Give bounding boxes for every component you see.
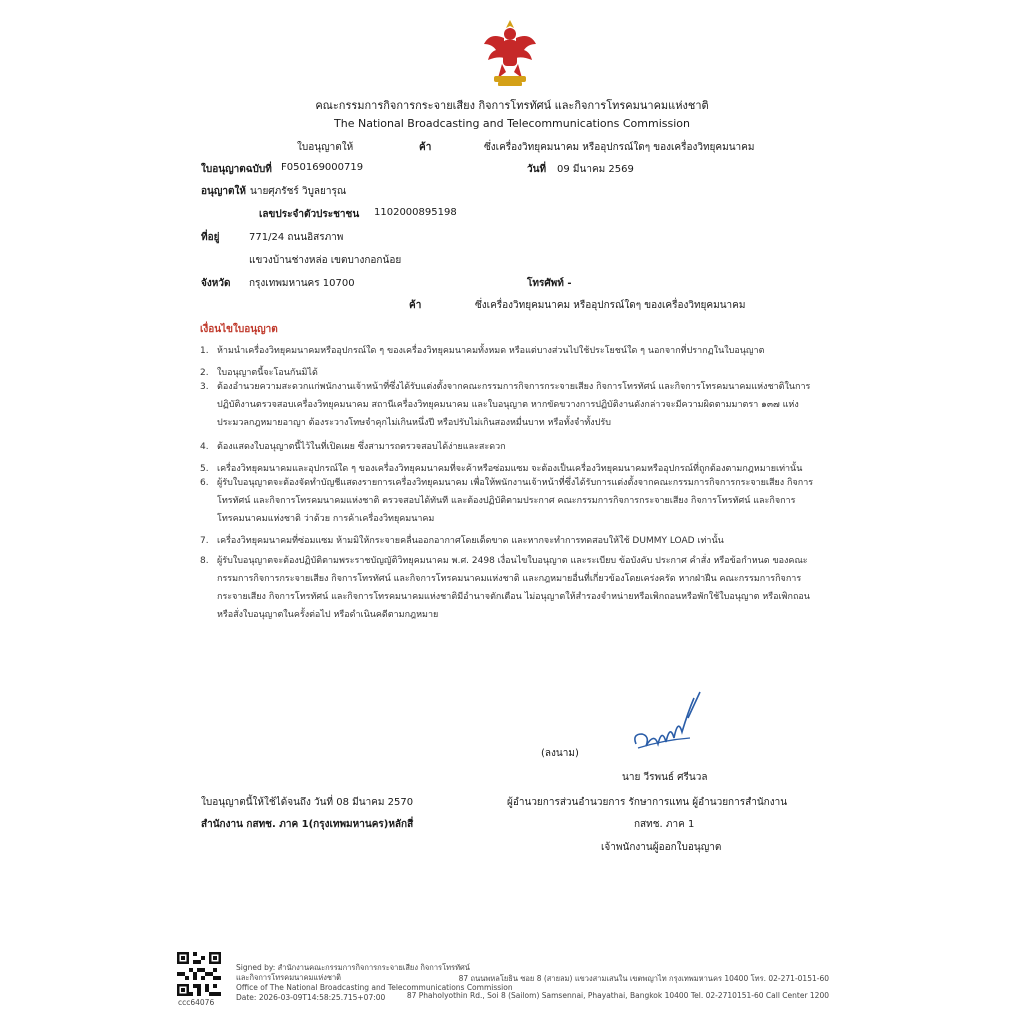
address-label: ที่อยู่ [201, 232, 220, 243]
issue-date-label: วันที่ [527, 164, 547, 175]
trade-desc: ซึ่งเครื่องวิทยุคมนาคม หรืออุปกรณ์ใดๆ ของเครื่องวิทยุคมนาคม [475, 300, 746, 311]
condition-text: ห้ามนำเครื่องวิทยุคมนาคมหรืออุปกรณ์ใด ๆ ของเครื่องวิทยุคมนาคมทั้งหมด หรือแต่บางส่วนไปใช้ประโยชน์ใด ๆ นอกจากที่ปรากฏในใบอนุญาต [217, 346, 765, 356]
footer-address-thai: 87 ถนนพหลโยธิน ซอย 8 (สายลม) แขวงสามเสนใน เขตพญาไท กรุงเทพมหานคร 10400 โทร. 02-271-0151-60 [458, 974, 829, 983]
condition-number: 2. [200, 368, 209, 378]
condition-number: 4. [200, 442, 209, 452]
condition-item [200, 552, 820, 624]
handwritten-signature [628, 688, 704, 758]
license-type: ค้า [419, 142, 432, 153]
address-line2: แขวงบ้านช่างหล่อ เขตบางกอกน้อย [249, 255, 402, 266]
condition-number: 1. [200, 346, 209, 356]
id-value: 1102000895198 [374, 207, 457, 218]
condition-number: 7. [200, 536, 209, 546]
condition-number: 5. [200, 464, 209, 474]
condition-item [200, 474, 820, 528]
trade-type: ค้า [409, 300, 422, 311]
expiry-text: ใบอนุญาตนี้ให้ใช้ได้จนถึง วันที่ 08 มีนาคม 2570 [201, 797, 414, 808]
signer-position-3: เจ้าพนักงานผู้ออกใบอนุญาต [601, 842, 722, 853]
condition-text: เครื่องวิทยุคมนาคมที่ซ่อมแซม ห้ามมิให้กระจายคลื่นออกอากาศโดยเด็ดขาด และหากจะทำการทดสอบให้ใช้ DUMMY LOAD เท่านั้น [217, 536, 724, 546]
issue-date-value: 09 มีนาคม 2569 [557, 164, 634, 175]
condition-text: ต้องอำนวยความสะดวกแก่พนักงานเจ้าหน้าที่ซึ่งได้รับแต่งตั้งจากคณะกรรมการกิจการกระจายเสียง กิจการโทรทัศน์ และกิจการโทรคมนาคมแห่งชาติในการปฏิบัติงานตรวจสอบเครื่องวิทยุคมนาคม สถานีเครื่องวิทยุคมนาคม และใบอนุญาต หากขัดขวางการปฏิบัติงานดังกล่าวจะมีความผิดตามมาตรา ๑๓๗ แห่งประมวลกฎหมายอาญา ต้องระวางโทษจำคุกไม่เกินหนึ่งปี หรือปรับไม่เกินสองหมื่นบาท หรือทั้งจำทั้งปรับ [217, 382, 811, 428]
signed-line-3: Office of The National Broadcasting and Telecommunications Commission [236, 983, 513, 992]
condition-item [200, 378, 820, 432]
signed-line-1: Signed by: สำนักงานคณะกรรมการกิจการกระจายเสียง กิจการโทรทัศน์ [236, 963, 470, 972]
org-name-english: The National Broadcasting and Telecommunications Commission [334, 117, 690, 130]
issuing-office: สำนักงาน กสทช. ภาค 1(กรุงเทพมหานคร)หลักสี่ [201, 819, 414, 830]
condition-text: เครื่องวิทยุคมนาคมและอุปกรณ์ใด ๆ ของเครื่องวิทยุคมนาคมที่จะค้าหรือซ่อมแซม จะต้องเป็นเครื่องวิทยุคมนาคมหรืออุปกรณ์ที่ถูกต้องตามกฎหมายเท่านั้น [217, 464, 803, 474]
condition-number: 8. [200, 556, 209, 566]
condition-text: ใบอนุญาตนี้จะโอนกันมิได้ [217, 368, 318, 378]
sign-label: (ลงนาม) [541, 748, 579, 759]
signed-line-4: Date: 2026-03-09T14:58:25.715+07:00 [236, 993, 386, 1002]
license-number-label: ใบอนุญาตฉบับที่ [201, 164, 272, 175]
license-prefix: ใบอนุญาตให้ [297, 142, 354, 153]
condition-number: 3. [200, 382, 209, 392]
condition-text: ต้องแสดงใบอนุญาตนี้ไว้ในที่เปิดเผย ซึ่งสามารถตรวจสอบได้ง่ายและสะดวก [217, 442, 506, 452]
signer-position-1: ผู้อำนวยการส่วนอำนวยการ รักษาการแทน ผู้อำนวยการสำนักงาน [507, 797, 788, 808]
condition-text: ผู้รับใบอนุญาตจะต้องปฏิบัติตามพระราชบัญญัติวิทยุคมนาคม พ.ศ. 2498 เงื่อนไขใบอนุญาต และระเบียบ ข้อบังคับ ประกาศ คำสั่ง หรือข้อกำหนด ของคณะกรรมการกิจการกระจายเสียง กิจการโทรทัศน์ และกิจการโทรคมนาคมแห่งชาติ และกฎหมายอื่นที่เกี่ยวข้องโดยเคร่งครัด หากฝ่าฝืน คณะกรรมการกิจการกระจายเสียง กิจการโทรทัศน์ และกิจการโทรคมนาคมแห่งชาติมีอำนาจตักเตือน ไม่อนุญาตให้สำรองจำหน่ายหรือเพิกถอนหรือพักใช้ใบอนุญาต หรือเพิกถอนหรือสั่งใบอนุญาตในครั้งต่อไป หรือดำเนินคดีตามกฎหมาย [217, 556, 810, 620]
province-label: จังหวัด [201, 278, 231, 289]
license-desc: ซึ่งเครื่องวิทยุคมนาคม หรืออุปกรณ์ใดๆ ของเครื่องวิทยุคมนาคม [484, 142, 755, 153]
province-value: กรุงเทพมหานคร 10700 [249, 278, 355, 289]
condition-number: 6. [200, 478, 209, 488]
qr-code [177, 952, 221, 996]
condition-item [200, 438, 820, 456]
license-number-value: F050169000719 [281, 162, 364, 173]
phone-label: โทรศัพท์ - [527, 278, 572, 289]
address-line1: 771/24 ถนนอิสรภาพ [249, 232, 344, 243]
signer-name: นาย วีรพนธ์ ศรีนวล [622, 772, 708, 783]
grantee-value: นายศุภรัชร์ วิบูลยารุณ [250, 186, 347, 197]
conditions-heading: เงื่อนไขใบอนุญาต [200, 324, 278, 335]
grantee-label: อนุญาตให้ [201, 186, 246, 197]
qr-code-id: ccc64076 [178, 998, 215, 1007]
footer-address-english: 87 Phaholyothin Rd., Soi 8 (Sailom) Samsennai, Phayathai, Bangkok 10400 Tel. 02-2710151-60 Call Center 1200 [406, 991, 829, 1000]
id-label: เลขประจำตัวประชาชน [259, 209, 360, 220]
condition-item [200, 532, 820, 550]
org-name-thai: คณะกรรมการกิจการกระจายเสียง กิจการโทรทัศน์ และกิจการโทรคมนาคมแห่งชาติ [315, 99, 709, 112]
signer-position-2: กสทช. ภาค 1 [634, 819, 695, 830]
condition-item [200, 342, 820, 360]
signed-line-2: และกิจการโทรคมนาคมแห่งชาติ [236, 973, 342, 982]
garuda-emblem [480, 14, 540, 90]
condition-text: ผู้รับใบอนุญาตจะต้องจัดทำบัญชีแสดงรายการเครื่องวิทยุคมนาคม เพื่อให้พนักงานเจ้าหน้าที่ซึ่งได้รับการแต่งตั้งจากคณะกรรมการกิจการกระจายเสียง กิจการโทรทัศน์ และกิจการโทรคมนาคมแห่งชาติ ตรวจสอบได้ทันที และต้องปฏิบัติตามประกาศ คณะกรรมการกิจการกระจายเสียง กิจการโทรทัศน์ และกิจการโทรคมนาคมแห่งชาติ ว่าด้วย การค้าเครื่องวิทยุคมนาคม [217, 478, 814, 524]
